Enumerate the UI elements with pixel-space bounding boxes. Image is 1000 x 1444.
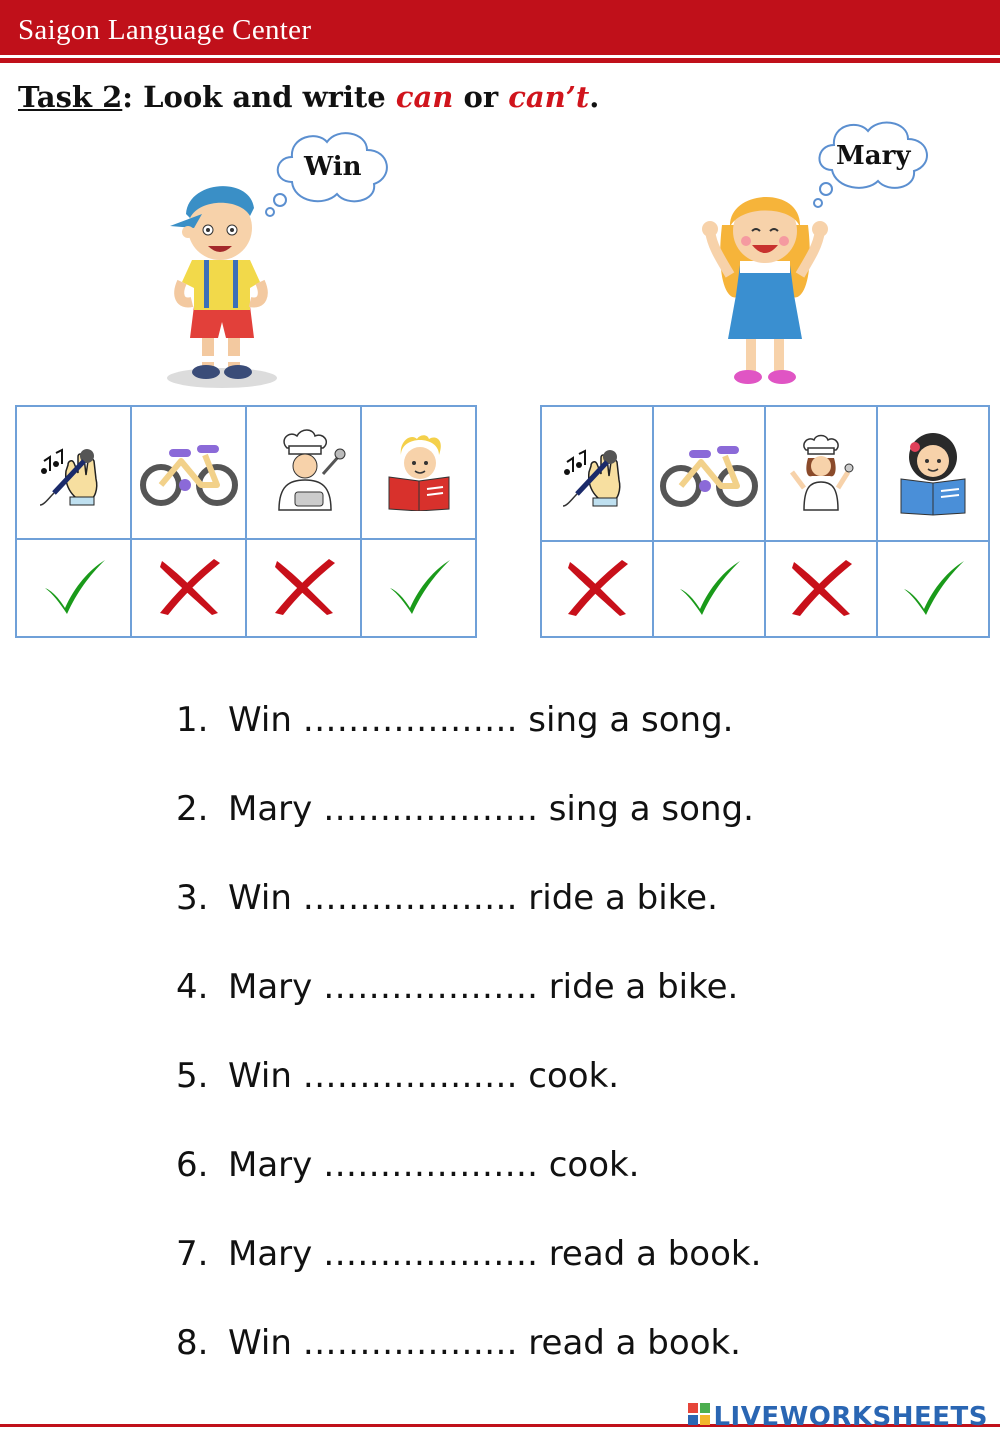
task-label: Task 2	[18, 80, 123, 114]
sentence-number: 2.	[176, 789, 209, 829]
sing-icon	[34, 431, 114, 511]
header-rule	[0, 58, 1000, 63]
check-mark-icon	[39, 601, 109, 620]
sentence-item	[176, 700, 976, 789]
sentence-text: Mary ………………. sing a song.	[228, 789, 754, 829]
liveworksheets-text: LIVEWORKSHEETS	[713, 1402, 988, 1432]
mary-mark-1	[541, 541, 653, 637]
sentence-item	[176, 1056, 976, 1145]
header-bar	[0, 0, 1000, 55]
win-mark-2	[131, 539, 246, 637]
mary-bike-cell	[653, 406, 765, 541]
sentence-item	[176, 878, 976, 967]
win-sing-cell	[16, 406, 131, 539]
sentence-text: Mary ………………. read a book.	[228, 1234, 762, 1274]
sentence-number: 6.	[176, 1145, 209, 1185]
mary-mark-3	[765, 541, 877, 637]
sentence-number: 5.	[176, 1056, 209, 1096]
mary-sing-cell	[541, 406, 653, 541]
mary-mark-row	[541, 541, 989, 637]
cross-mark-icon	[562, 603, 632, 622]
mary-mark-2	[653, 541, 765, 637]
check-mark-icon	[674, 602, 744, 621]
mary-read-cell	[877, 406, 989, 541]
sentence-number: 7.	[176, 1234, 209, 1274]
mary-activity-row	[541, 406, 989, 541]
task-instruction	[18, 80, 599, 114]
win-illustration	[150, 170, 290, 396]
win-ability-grid	[15, 405, 477, 638]
cross-mark-icon	[154, 602, 224, 621]
win-cook-cell	[246, 406, 361, 539]
read-icon	[379, 431, 459, 511]
cross-mark-icon	[786, 603, 856, 622]
sentence-number: 4.	[176, 967, 209, 1007]
win-mark-1	[16, 539, 131, 637]
sentence-text: Win ………………. ride a bike.	[228, 878, 718, 918]
win-mark-3	[246, 539, 361, 637]
mary-name: Mary	[836, 141, 911, 171]
cook-icon	[259, 426, 349, 516]
sentence-item	[176, 1323, 976, 1412]
sentence-item	[176, 1234, 976, 1323]
sentence-text: Win ………………. cook.	[228, 1056, 620, 1096]
sentence-number: 3.	[176, 878, 209, 918]
win-mark-row	[16, 539, 476, 637]
sentence-item	[176, 789, 976, 878]
win-read-cell	[361, 406, 476, 539]
keyword-cant: can’t	[508, 80, 590, 114]
sentence-text: Win ………………. read a book.	[228, 1323, 741, 1363]
liveworksheets-logo-icon	[688, 1402, 710, 1432]
win-activity-row	[16, 406, 476, 539]
win-name: Win	[304, 152, 362, 182]
sentence-list	[176, 700, 976, 1412]
task-end: .	[589, 80, 600, 114]
liveworksheets-brand[interactable]	[688, 1402, 988, 1432]
mary-mark-4	[877, 541, 989, 637]
mary-ability-grid	[540, 405, 990, 638]
sentence-item	[176, 1145, 976, 1234]
mary-illustration	[700, 175, 830, 394]
task-mid: or	[453, 80, 509, 114]
check-mark-icon	[384, 601, 454, 620]
sentence-text: Mary ………………. ride a bike.	[228, 967, 739, 1007]
task-text: : Look and write	[122, 80, 396, 114]
cross-mark-icon	[269, 602, 339, 621]
sentence-number: 8.	[176, 1323, 209, 1363]
sentence-number: 1.	[176, 700, 209, 740]
read-icon	[893, 427, 973, 517]
keyword-can: can	[395, 80, 454, 114]
check-mark-icon	[898, 602, 968, 621]
sentence-item	[176, 967, 976, 1056]
sing-icon	[557, 432, 637, 512]
header-title: Saigon Language Center	[18, 14, 312, 46]
win-mark-4	[361, 539, 476, 637]
sentence-text: Mary ………………. cook.	[228, 1145, 640, 1185]
bike-icon	[139, 431, 239, 511]
bike-icon	[659, 432, 759, 512]
sentence-text: Win ………………. sing a song.	[228, 700, 734, 740]
win-bike-cell	[131, 406, 246, 539]
cook-icon	[786, 432, 856, 512]
mary-cook-cell	[765, 406, 877, 541]
